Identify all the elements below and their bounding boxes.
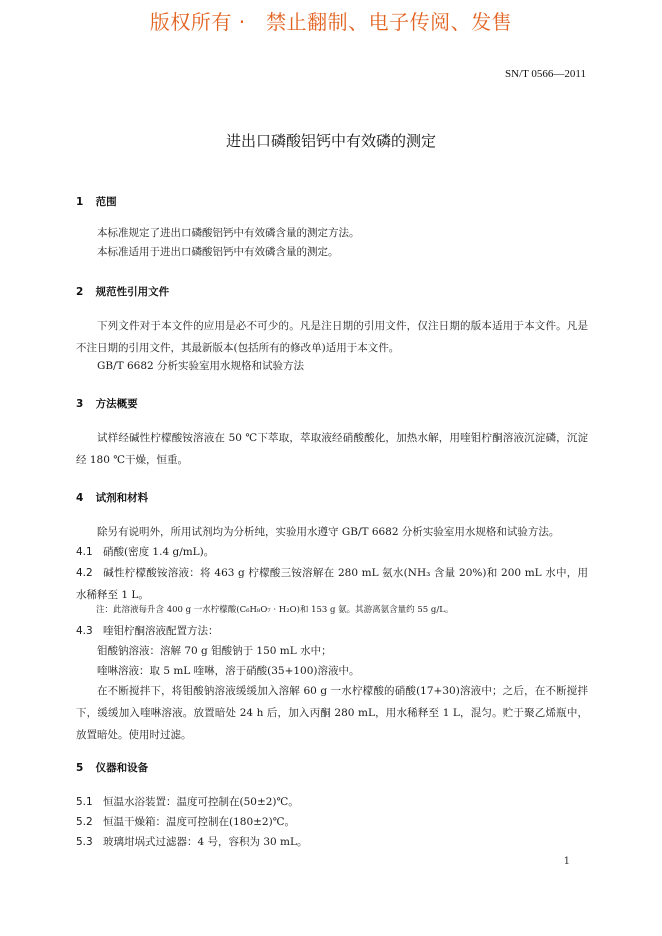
- item-5-3: [76, 831, 588, 853]
- section-1-paragraph-1: 本标准规定了进出口磷酸铝钙中有效磷含量的测定方法。: [97, 227, 360, 239]
- item-number: 5.3: [76, 836, 93, 848]
- item-number: 4.3: [76, 625, 93, 637]
- section-number: 1: [76, 196, 84, 208]
- section-1-paragraph-2: 本标准适用于进出口磷酸铝钙中有效磷含量的测定。: [97, 246, 339, 258]
- section-4-paragraph-1: 除另有说明外，所用试剂均为分析纯，实验用水遵守 GB/T 6682 分析实验室用水规格和试验方法。: [97, 526, 560, 538]
- item-text: 恒温水浴装置：温度可控制在(50±2)℃。: [103, 796, 299, 808]
- item-4-3: [76, 620, 588, 642]
- section-2-heading: [76, 284, 169, 299]
- section-title: 试剂和材料: [95, 492, 149, 504]
- section-2-reference: GB/T 6682 分析实验室用水规格和试验方法: [97, 360, 305, 372]
- item-text: 碱性柠檬酸铵溶液：将 463 g 柠檬酸三铵溶解在 280 mL 氨水(NH₃ 含量 20%)和 200 mL 水中，用水稀释至 1 L。: [76, 567, 588, 601]
- item-4-1: [76, 541, 588, 563]
- item-number: 5.2: [76, 816, 93, 828]
- item-5-1: [76, 791, 588, 813]
- item-text: 硝酸(密度 1.4 g/mL)。: [103, 546, 215, 558]
- page-number: 1: [563, 856, 570, 867]
- section-number: 5: [76, 762, 84, 774]
- section-title: 范围: [95, 196, 117, 208]
- section-1-heading: [76, 194, 117, 209]
- item-4-2: [76, 562, 588, 606]
- section-number: 3: [76, 398, 84, 410]
- section-title: 规范性引用文件: [95, 286, 170, 298]
- item-number: 5.1: [76, 796, 93, 808]
- section-4-heading: [76, 490, 148, 505]
- document-title: 进出口磷酸铝钙中有效磷的测定: [225, 132, 436, 150]
- item-4-3-sodium-molybdate: 钼酸钠溶液：溶解 70 g 钼酸钠于 150 mL 水中；: [97, 645, 332, 657]
- note-4-2: 注：此溶液每升含 400 g 一水柠檬酸(C₆H₈O₇ · H₂O)和 153 g 氨。其游离氨含量约 55 g/L。: [96, 605, 454, 615]
- item-text: 恒温干燥箱：温度可控制在(180±2)℃。: [103, 816, 295, 828]
- item-5-2: [76, 811, 588, 833]
- item-number: 4.2: [76, 567, 93, 579]
- section-2-paragraph-1: 下列文件对于本文件的应用是必不可少的。凡是注日期的引用文件，仅注日期的版本适用于本文件。凡是不注日期的引用文件，其最新版本(包括所有的修改单)适用于本文件。: [76, 320, 588, 354]
- watermark-banner: 版权所有 · 禁止翻制、电子传阅、发售: [149, 10, 513, 34]
- item-text: 玻璃坩埚式过滤器：4 号，容积为 30 mL。: [103, 836, 308, 848]
- item-4-3-procedure: 在不断搅拌下，将钼酸钠溶液缓缓加入溶解 60 g 一水柠檬酸的硝酸(17+30)溶液中；之后，在不断搅拌下，缓缓加入喹啉溶液。放置暗处 24 h 后，加入丙酮 280 mL，用水稀释至 1 L，混匀。贮于聚乙烯瓶中，放置暗处。使用时过滤。: [76, 685, 588, 741]
- section-title: 仪器和设备: [95, 762, 149, 774]
- section-number: 4: [76, 492, 84, 504]
- item-text: 喹钼柠酮溶液配置方法：: [103, 625, 219, 637]
- section-5-heading: [76, 760, 148, 775]
- item-number: 4.1: [76, 546, 93, 558]
- section-3-paragraph-1: 试样经碱性柠檬酸铵溶液在 50 ℃下萃取，萃取液经硝酸酸化，加热水解，用喹钼柠酮溶液沉淀磷，沉淀经 180 ℃干燥，恒重。: [76, 432, 588, 466]
- standard-code: SN/T 0566—2011: [505, 68, 586, 80]
- item-4-3-quinoline: 喹啉溶液：取 5 mL 喹啉，溶于硝酸(35+100)溶液中。: [97, 665, 360, 677]
- section-3-heading: [76, 396, 138, 411]
- section-title: 方法概要: [95, 398, 138, 410]
- section-number: 2: [76, 286, 84, 298]
